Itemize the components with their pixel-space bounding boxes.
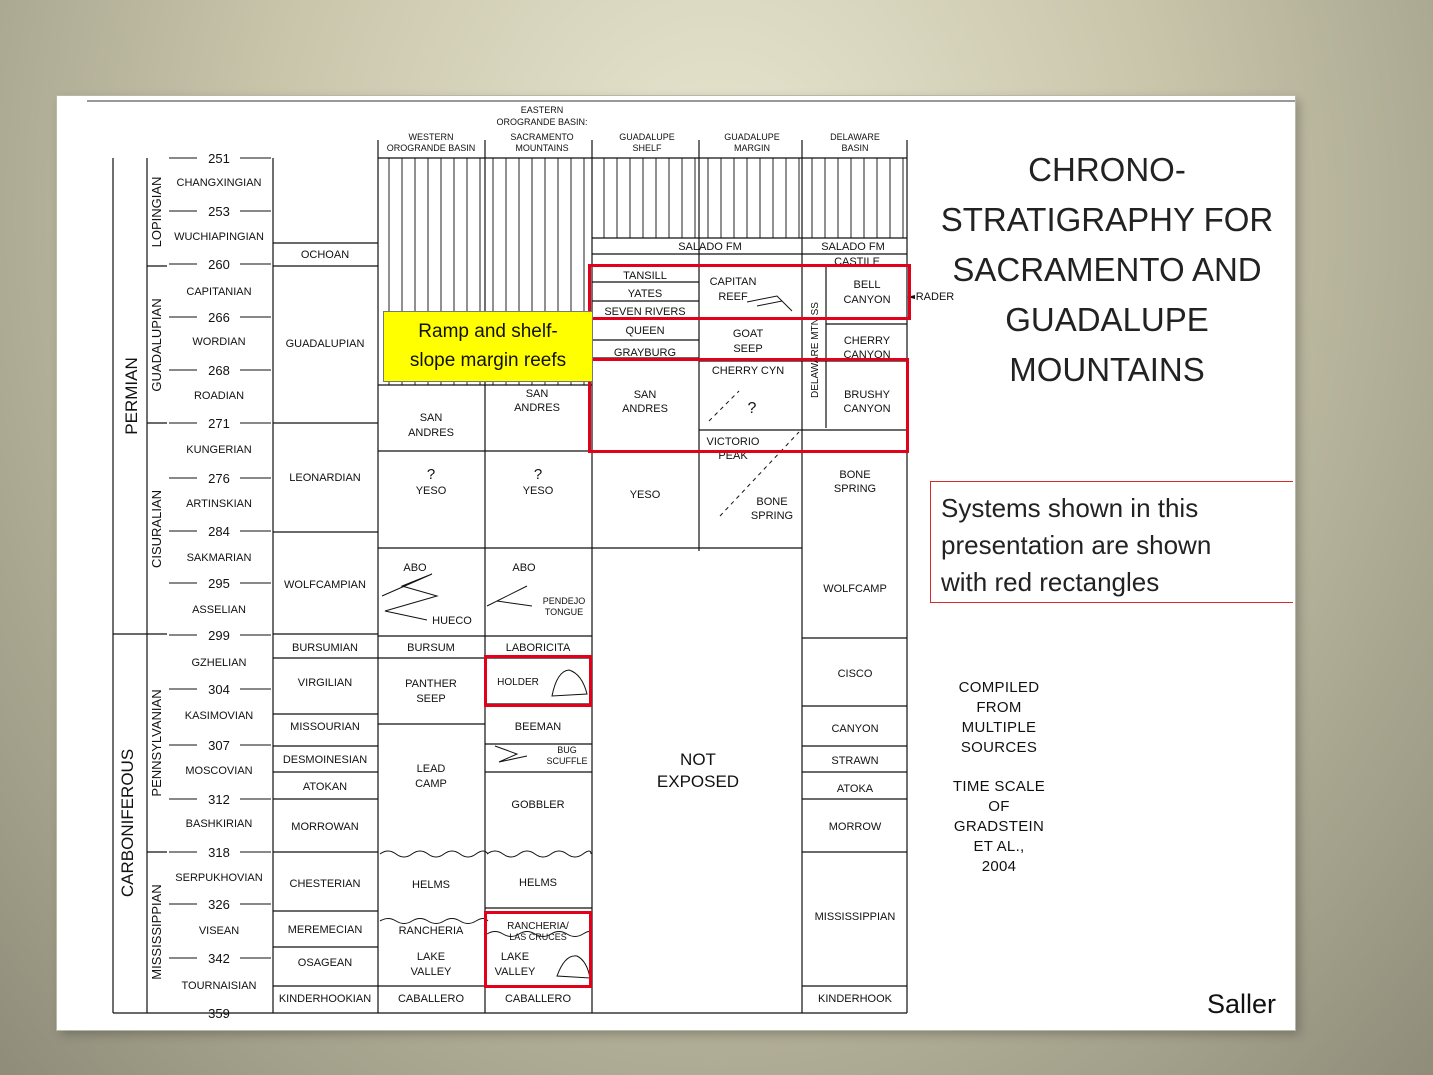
shelf-header-2: SHELF (632, 143, 662, 153)
sacramento-header-1: SACRAMENTO (510, 132, 574, 142)
reef-callout (383, 311, 593, 382)
fm-west-q: ? (426, 466, 436, 483)
na-stage-label: DESMOINESIAN (282, 754, 368, 766)
fm-sac-rancheria: RANCHERIA/ (507, 921, 569, 932)
hatch-east (604, 158, 903, 238)
fm-shelf-san: SAN (633, 389, 657, 401)
fm-sac-lascruces: LAS CRUCES (509, 932, 567, 942)
fm-west-rancheria: RANCHERIA (398, 925, 464, 937)
margin-header-1: GUADALUPE (724, 132, 780, 142)
fm-margin-capitan: CAPITAN (709, 276, 757, 288)
fm-del-canyon4: CANYON (831, 723, 879, 735)
systems-note-line-1: Systems shown in this (941, 493, 1199, 523)
fm-shelf-yates: YATES (627, 288, 663, 300)
fm-shelf-salado: SALADO FM (678, 241, 742, 253)
red-rect-san-andres (588, 358, 909, 453)
fm-del-atoka: ATOKA (836, 783, 874, 795)
credit: Saller (1207, 989, 1277, 1019)
stage-label: WORDIAN (192, 336, 246, 348)
fm-del-strawn: STRAWN (831, 755, 879, 767)
fm-del-cherry: CHERRY (843, 335, 891, 347)
fm-west-lead: LEAD (416, 763, 446, 775)
fm-shelf-tansill: TANSILL (623, 270, 667, 282)
fm-sac-laboricita: LABORICITA (505, 642, 571, 654)
red-rect-capitan (588, 264, 911, 320)
fm-margin-q: ? (747, 400, 757, 417)
age-label: 251 (208, 151, 230, 166)
fm-shelf-queen: QUEEN (625, 325, 665, 337)
timescale-note (924, 777, 1074, 877)
stage-label: CAPITANIAN (186, 286, 252, 298)
fm-west-andres: ANDRES (408, 427, 454, 439)
fm-del-bell: BELL (853, 279, 881, 291)
compiled-line-4: SOURCES (960, 739, 1038, 756)
fm-west-camp: CAMP (415, 778, 447, 790)
fm-margin-seep: SEEP (733, 343, 763, 355)
series-mississippian: MISSISSIPPIAN (149, 884, 164, 980)
compiled-line-2: FROM (976, 699, 1022, 716)
fm-west-abo: ABO (403, 562, 427, 574)
fm-west-valley: VALLEY (410, 966, 452, 978)
fm-sac-caballero: CABALLERO (504, 993, 572, 1005)
fm-del-rader: RADER (915, 291, 955, 303)
title-line-2: STRATIGRAPHY FOR (940, 201, 1274, 238)
fm-shelf-andres: ANDRES (622, 403, 668, 415)
fm-margin-delawaremtn: DELAWARE MTN SS (810, 302, 821, 398)
fm-del-bone: BONE (839, 469, 871, 481)
fm-west-helms: HELMS (412, 879, 450, 891)
na-stage-labels (279, 249, 371, 1005)
series-lopingian: LOPINGIAN (149, 176, 164, 248)
stage-label: SAKMARIAN (186, 552, 252, 564)
fm-west-hueco: HUECO (432, 615, 472, 627)
age-label: 342 (208, 951, 230, 966)
slide (57, 96, 1295, 1030)
stage-label: SERPUKHOVIAN (175, 872, 263, 884)
title-line-5: MOUNTAINS (1009, 351, 1205, 388)
red-rect-lake-valley (484, 911, 592, 988)
system-carboniferous: CARBONIFEROUS (118, 748, 137, 898)
age-labels (208, 151, 230, 1021)
stage-label: ARTINSKIAN (186, 498, 252, 510)
fm-del-castile: CASTILE (834, 256, 880, 268)
callout-line-2: slope margin reefs (409, 350, 567, 371)
fm-sac-q: ? (533, 466, 543, 483)
na-stage-label: GUADALUPIAN (285, 338, 365, 350)
age-label: 295 (208, 576, 230, 591)
fm-sac-bug: BUG (557, 745, 577, 755)
fm-margin-cherrycyn: CHERRY CYN (711, 365, 785, 377)
fm-west-panther: PANTHER (405, 678, 457, 690)
sacramento-header-2: MOUNTAINS (515, 143, 569, 153)
fm-del-canyon2: CANYON (843, 349, 891, 361)
fm-margin-peak: PEAK (718, 450, 748, 462)
fm-del-canyon3: CANYON (843, 403, 891, 415)
system-labels (118, 357, 141, 897)
na-stage-label: BURSUMIAN (291, 642, 359, 654)
series-guadalupian: GUADALUPIAN (149, 298, 164, 392)
age-label: 299 (208, 628, 230, 643)
eastern-header-2: OROGRANDE BASIN: (496, 117, 588, 127)
fm-del-spring: SPRING (833, 483, 877, 495)
fm-shelf-not: NOT (680, 750, 716, 769)
fm-del-kinderhook: KINDERHOOK (818, 993, 892, 1005)
fm-west-san: SAN (419, 412, 443, 424)
red-rect-holder (484, 655, 592, 707)
stage-label: GZHELIAN (191, 657, 247, 669)
timescale-line-5: 2004 (981, 858, 1017, 875)
na-stage-label: MEREMECIAN (287, 924, 363, 936)
western-header-1: WESTERN (408, 132, 454, 142)
fm-sac-gobbler: GOBBLER (511, 799, 565, 811)
callout-line-1: Ramp and shelf- (418, 321, 558, 342)
fm-sac-pendejo: PENDEJO (542, 596, 586, 606)
stage-label: VISEAN (198, 925, 240, 937)
series-labels (149, 177, 164, 980)
fm-west-bursum: BURSUM (407, 642, 455, 654)
fm-west-caballero: CABALLERO (397, 993, 465, 1005)
fm-sac-tongue: TONGUE (544, 607, 584, 617)
timescale-line-3: GRADSTEIN (953, 818, 1045, 835)
systems-note (930, 481, 1293, 603)
age-label: 307 (208, 738, 230, 753)
fm-shelf-sevenrivers: SEVEN RIVERS (604, 306, 686, 318)
stage-label: ROADIAN (193, 390, 245, 402)
age-label: 276 (208, 471, 230, 486)
compiled-line-1: COMPILED (958, 679, 1040, 696)
age-label: 326 (208, 897, 230, 912)
na-stage-label: VIRGILIAN (297, 677, 353, 689)
title-line-3: SACRAMENTO AND (952, 251, 1262, 288)
stage-label: MOSCOVIAN (185, 765, 253, 777)
western-header-2: OROGRANDE BASIN (386, 143, 476, 153)
fm-sac-yeso: YESO (522, 485, 554, 497)
fm-margin-goat: GOAT (732, 328, 764, 340)
age-label: 266 (208, 310, 230, 325)
eastern-header-1: EASTERN (520, 105, 564, 115)
age-label: 271 (208, 416, 230, 431)
timescale-line-1: TIME SCALE (952, 778, 1046, 795)
stage-label: KUNGERIAN (186, 444, 252, 456)
age-label: 359 (208, 1006, 230, 1021)
fm-del-canyon1: CANYON (843, 294, 891, 306)
stage-label: CHANGXINGIAN (176, 177, 262, 189)
age-label: 253 (208, 204, 230, 219)
fm-del-morrow: MORROW (828, 821, 882, 833)
fm-shelf-exposed: EXPOSED (656, 772, 740, 791)
na-stage-label: OSAGEAN (297, 957, 353, 969)
age-label: 318 (208, 845, 230, 860)
fm-sac-holder: HOLDER (497, 677, 539, 688)
title-line-1: CHRONO- (1028, 151, 1186, 188)
fm-sac-helms: HELMS (519, 877, 557, 889)
timescale-line-2: OF (988, 798, 1010, 815)
fm-margin-spring: SPRING (750, 510, 794, 522)
fm-del-salado: SALADO FM (821, 241, 885, 253)
delaware-header-2: BASIN (841, 143, 869, 153)
age-label: 268 (208, 363, 230, 378)
series-pennsylvanian: PENNSYLVANIAN (149, 689, 164, 797)
compiled-note (924, 678, 1074, 758)
age-label: 312 (208, 792, 230, 807)
stage-label: TOURNAISIAN (181, 980, 257, 992)
fm-del-wolfcamp: WOLFCAMP (823, 583, 887, 595)
na-stage-label: ATOKAN (302, 781, 348, 793)
timescale-line-4: ET AL., (973, 838, 1025, 855)
systems-note-line-3: with red rectangles (941, 567, 1160, 597)
fm-sac-lake: LAKE (500, 951, 530, 963)
fm-sac-abo: ABO (512, 562, 536, 574)
fm-west-seep: SEEP (416, 693, 446, 705)
age-label: 304 (208, 682, 230, 697)
na-stage-label: WOLFCAMPIAN (284, 579, 366, 591)
shelf-header-1: GUADALUPE (619, 132, 675, 142)
compiled-line-3: MULTIPLE (961, 719, 1037, 736)
fm-margin-reef: REEF (718, 291, 748, 303)
na-stage-label: KINDERHOOKIAN (278, 993, 372, 1005)
stage-label: KASIMOVIAN (184, 710, 254, 722)
fm-west-lake: LAKE (416, 951, 446, 963)
system-permian: PERMIAN (122, 357, 141, 435)
systems-note-line-2: presentation are shown (941, 530, 1212, 560)
fm-margin-bone: BONE (756, 496, 788, 508)
fm-margin-victorio: VICTORIO (706, 436, 760, 448)
column-headers (387, 105, 880, 153)
na-stage-label: CHESTERIAN (289, 878, 361, 890)
fm-sac-scuffle: SCUFFLE (546, 756, 588, 766)
series-cisuralian: CISURALIAN (149, 489, 164, 569)
na-stage-label: LEONARDIAN (289, 472, 361, 484)
age-label: 284 (208, 524, 230, 539)
fm-del-mississippian: MISSISSIPPIAN (814, 911, 896, 923)
fm-shelf-yeso: YESO (629, 489, 661, 501)
age-label: 260 (208, 257, 230, 272)
fm-del-brushy: BRUSHY (844, 389, 890, 401)
stage-label: WUCHIAPINGIAN (174, 231, 264, 243)
stage-label: BASHKIRIAN (185, 818, 253, 830)
delaware-header-1: DELAWARE (830, 132, 880, 142)
fm-del-cisco: CISCO (837, 668, 873, 680)
stage-label: ASSELIAN (192, 604, 246, 616)
na-stage-label: MORROWAN (291, 821, 359, 833)
fm-sac-san: SAN (525, 388, 549, 400)
margin-header-2: MARGIN (734, 143, 770, 153)
fm-sac-valley: VALLEY (494, 966, 536, 978)
na-stage-label: OCHOAN (300, 249, 350, 261)
title-line-4: GUADALUPE (1005, 301, 1209, 338)
fm-west-yeso: YESO (415, 485, 447, 497)
na-stage-label: MISSOURIAN (290, 721, 360, 733)
fm-shelf-grayburg: GRAYBURG (613, 347, 677, 359)
fm-sac-andres: ANDRES (514, 402, 560, 414)
fm-sac-beeman: BEEMAN (514, 721, 562, 733)
